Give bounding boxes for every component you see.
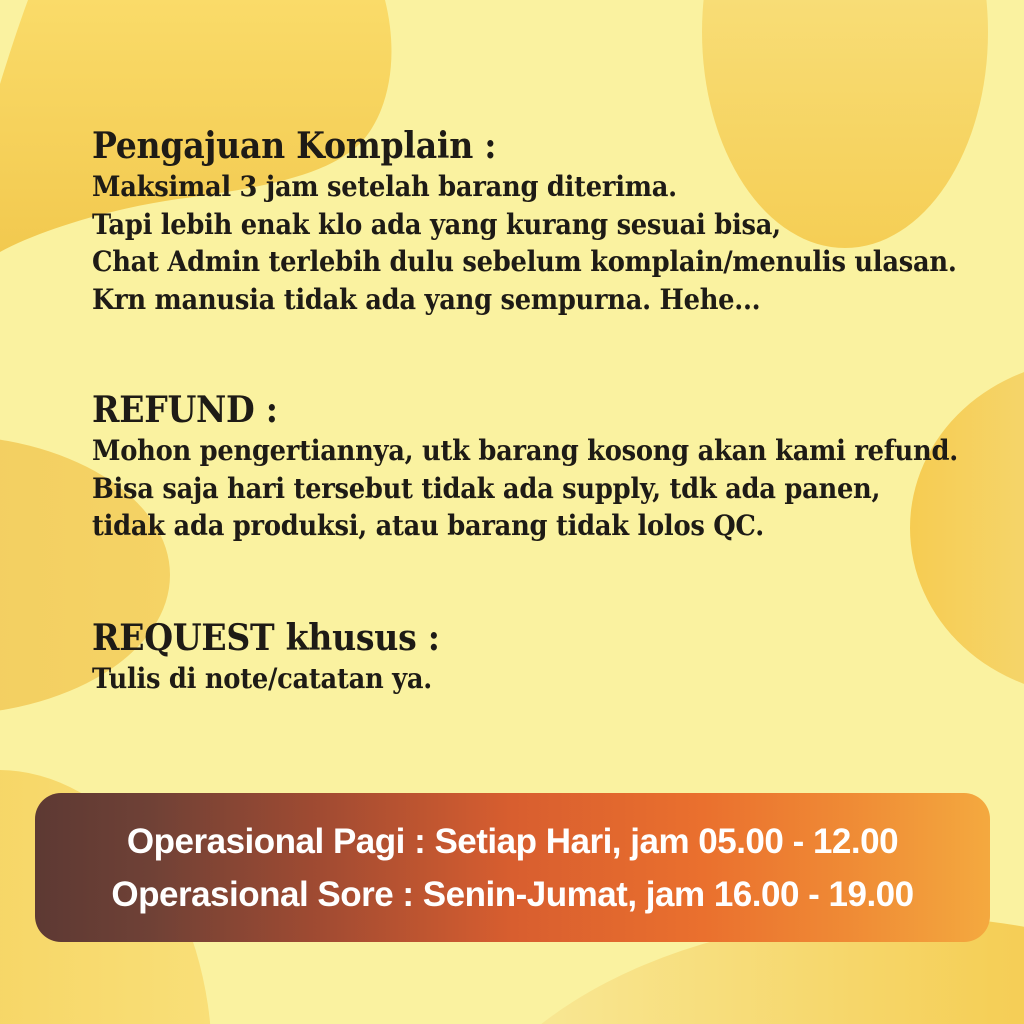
section-line: Maksimal 3 jam setelah barang diterima.	[92, 170, 677, 203]
section-line: Mohon pengertiannya, utk barang kosong akan kami refund.	[92, 434, 958, 467]
section-line: Tulis di note/catatan ya.	[92, 662, 432, 695]
section-line: Krn manusia tidak ada yang sempurna. Hehe...	[92, 282, 761, 316]
operational-hours-banner	[35, 793, 990, 942]
section-line: Tapi lebih enak klo ada yang kurang sesuai bisa,	[92, 207, 781, 241]
section-line: Chat Admin terlebih dulu sebelum komplain/menulis ulasan.	[92, 245, 957, 278]
banner-line-sore: Operasional Sore : Senin-Jumat, jam 16.00 - 19.00	[111, 874, 914, 914]
section-request-khusus	[92, 616, 440, 698]
section-line: tidak ada produksi, atau barang tidak lolos QC.	[92, 509, 764, 542]
section-heading: Pengajuan Komplain :	[92, 125, 497, 167]
section-line: Bisa saja hari tersebut tidak ada supply, tdk ada panen,	[92, 471, 881, 505]
section-pengajuan-komplain	[92, 124, 957, 318]
banner-line-pagi: Operasional Pagi : Setiap Hari, jam 05.00 - 12.00	[126, 821, 899, 861]
section-refund	[92, 388, 958, 545]
section-heading: REFUND :	[92, 389, 278, 431]
section-heading: REQUEST khusus :	[92, 617, 440, 659]
